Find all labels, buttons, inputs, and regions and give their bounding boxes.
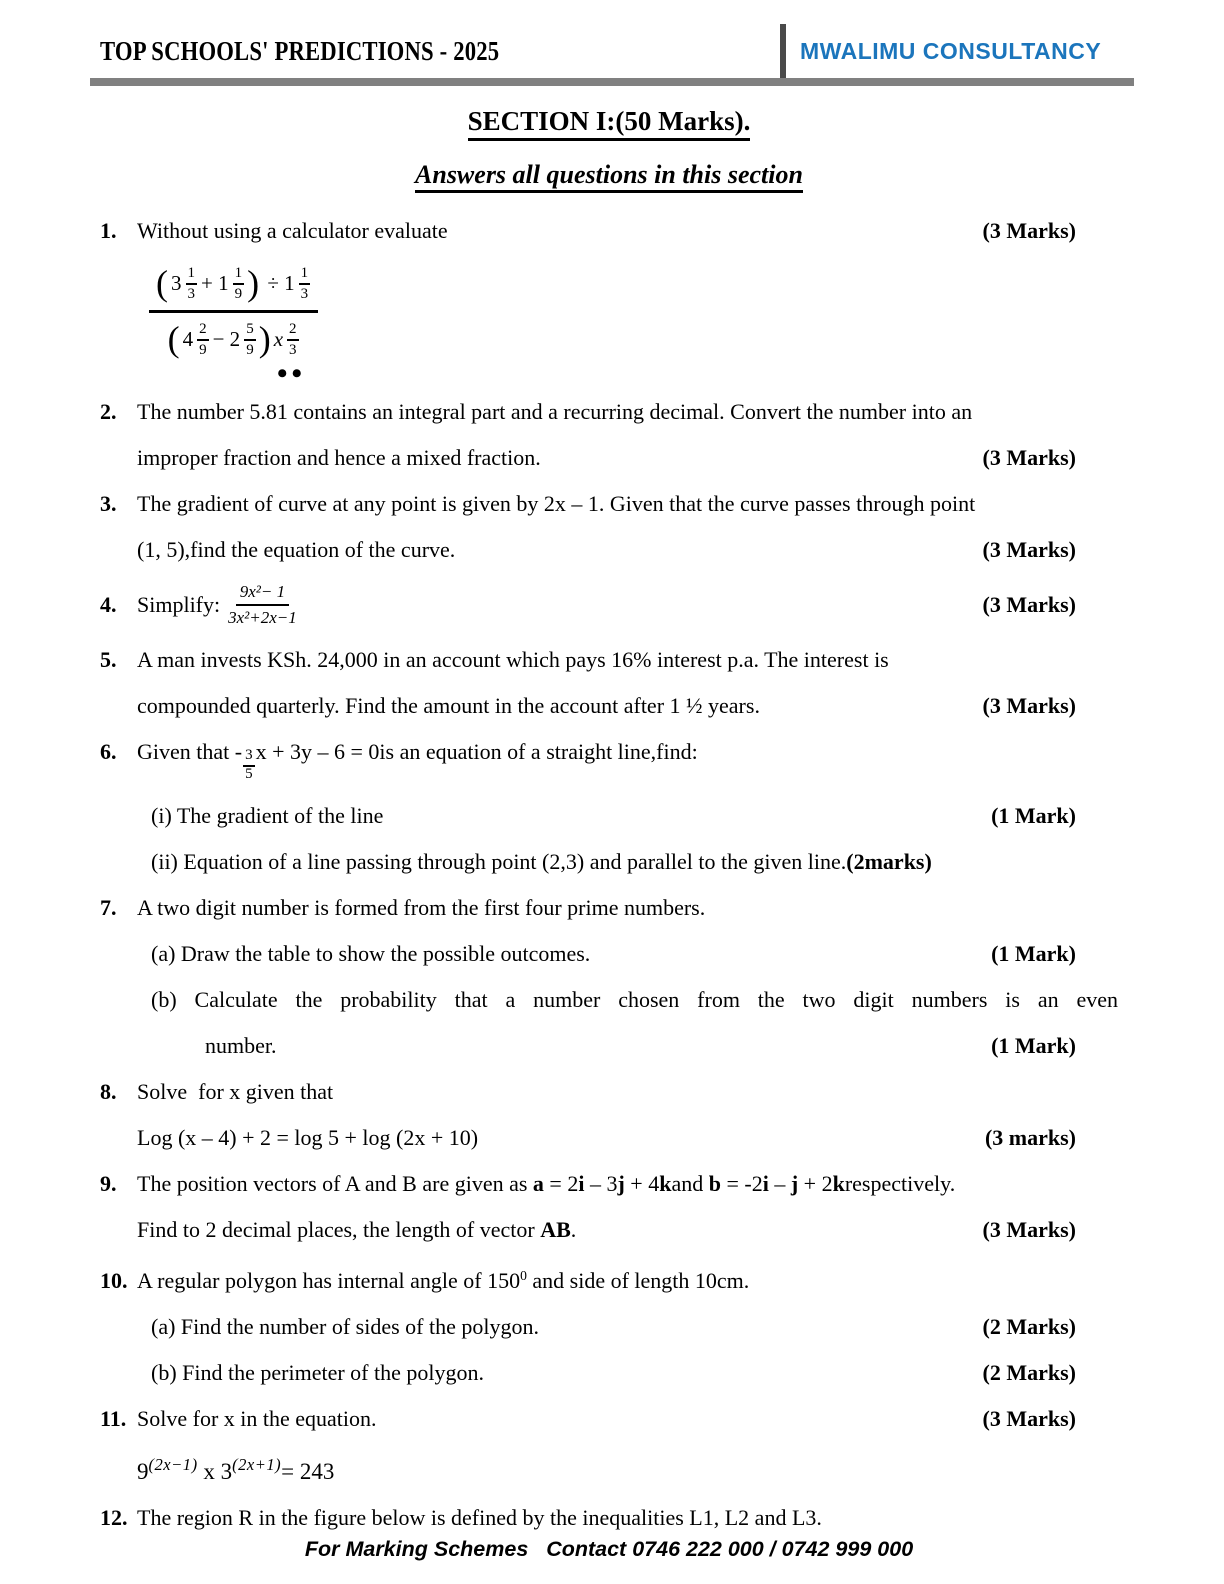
question-12-number: 12. (100, 1504, 128, 1530)
question-8-number: 8. (100, 1078, 117, 1104)
question-3-number: 3. (100, 491, 117, 516)
question-11-equation (137, 1451, 334, 1485)
expression-numerator (149, 263, 318, 313)
spacer (100, 263, 137, 360)
page-footer (100, 1535, 1118, 1563)
question-1 (100, 217, 1118, 244)
fraction-2-9 (197, 321, 209, 358)
fraction-3-5 (243, 748, 255, 783)
question-3-line2: (1, 5),find the equation of the curve. (137, 537, 456, 562)
text-before-superscript: A regular polygon has internal angle of 150 (137, 1267, 521, 1293)
part-b-marks: (1 Mark) (991, 1032, 1076, 1058)
close-paren: ) (258, 319, 271, 360)
open-paren: ( (167, 319, 180, 360)
question-7-part-b-line2 (100, 1032, 1118, 1059)
header-rule (90, 78, 1134, 86)
question-12-text: The region R in the figure below is defined by the inequalities L1, L2 and L3. (137, 1504, 822, 1530)
question-4-number: 4. (100, 592, 117, 618)
numerator: 2 (287, 321, 299, 341)
part-a-text: (a) Draw the table to show the possible outcomes. (151, 940, 591, 966)
part-a-marks: (1 Mark) (991, 940, 1076, 966)
denominator: 5 (245, 765, 253, 782)
part-i-marks: (1 Mark) (991, 802, 1076, 828)
question-1-number: 1. (100, 218, 117, 243)
numerator: 3 (243, 748, 255, 767)
section-title: SECTION I:(50 Marks). (468, 108, 751, 141)
question-8 (100, 1078, 1118, 1105)
page-header (100, 24, 1118, 78)
question-5 (100, 646, 1118, 673)
close-paren: ) (247, 263, 260, 304)
question-8-marks: (3 marks) (984, 1124, 1076, 1150)
times-base-3: x 3 (197, 1458, 233, 1484)
question-1-text: Without using a calculator evaluate (137, 218, 448, 243)
section-subtitle-row (100, 161, 1118, 193)
denominator: 9 (246, 341, 254, 358)
question-12 (100, 1504, 1118, 1531)
question-10 (100, 1262, 1118, 1294)
question-6-post: x + 3y – 6 = 0is an equation of a straight line,find: (255, 739, 698, 765)
header-right (786, 24, 1118, 78)
denominator: 3x²+2x−1 (228, 607, 297, 627)
fraction-2-3 (287, 321, 299, 358)
question-3 (100, 490, 1118, 517)
question-6-number: 6. (100, 739, 117, 765)
numerator: 1 (186, 265, 198, 285)
question-2-marks: (3 Marks) (982, 445, 1076, 470)
part-b-text: (b) Calculate the probability that a number chosen from the two digit numbers is an even (151, 986, 1118, 1012)
part-ii-text: (ii) Equation of a line passing through point (2,3) and parallel to the given line.(2marks) (151, 848, 932, 874)
fraction-5-9 (244, 321, 256, 358)
question-10-number: 10. (100, 1267, 128, 1293)
denominator: 9 (199, 341, 207, 358)
fraction-1-9 (233, 265, 245, 302)
question-5-marks: (3 Marks) (982, 693, 1076, 719)
open-paren: ( (156, 263, 168, 304)
part-b-continuation: number. (205, 1032, 277, 1058)
question-10-part-a (100, 1313, 1118, 1340)
section-subtitle: Answers all questions in this section (415, 161, 803, 193)
question-7 (100, 894, 1118, 921)
exponent-2: (2x+1) (232, 1454, 282, 1474)
question-5-line2: compounded quarterly. Find the amount in the account after 1 ½ years. (137, 693, 760, 719)
part-a-marks: (2 Marks) (982, 1313, 1076, 1339)
recurring-dots-row (100, 357, 1118, 390)
denominator: 3 (300, 285, 309, 302)
question-2 (100, 398, 1118, 425)
question-3-line1: The gradient of curve at any point is given by 2x – 1. Given that the curve passes through point (137, 491, 976, 516)
section-title-row (100, 108, 1118, 141)
question-9-line1: The position vectors of A and B are given as a = 2i – 3j + 4kand b = -2i – j + 2krespectively. (137, 1170, 956, 1196)
question-10-part-b (100, 1359, 1118, 1386)
question-7-part-a (100, 940, 1118, 967)
question-7-part-b-line1 (100, 986, 1118, 1013)
denominator: 9 (234, 285, 243, 302)
numerator: 1 (233, 265, 245, 285)
question-3-marks: (3 Marks) (982, 537, 1076, 562)
question-11-number: 11. (100, 1405, 127, 1431)
question-7-text: A two digit number is formed from the first four prime numbers. (137, 894, 706, 920)
equals-243: = 243 (281, 1458, 335, 1484)
footer-contact: For Marking Schemes Contact 0746 222 000 / 0742 999 000 (304, 1536, 914, 1561)
question-3-line2-row (100, 536, 1118, 563)
question-6-pre: Given that - (137, 739, 243, 765)
recurring-dots: •• (277, 357, 307, 390)
question-11-text: Solve for x in the equation. (137, 1405, 377, 1431)
question-9 (100, 1170, 1118, 1197)
numerator: 9x²− 1 (236, 582, 289, 606)
question-9-line2-row (100, 1216, 1118, 1243)
question-2-line1: The number 5.81 contains an integral part and a recurring decimal. Convert the number into an (137, 399, 973, 424)
base-9: 9 (137, 1458, 149, 1484)
question-11 (100, 1405, 1118, 1432)
fraction-1-3 (186, 265, 198, 302)
question-11-equation-row (100, 1451, 1118, 1485)
question-10-text (137, 1262, 749, 1294)
fraction-1-3b (299, 265, 311, 302)
question-11-marks: (3 Marks) (982, 1405, 1076, 1431)
question-4-label: Simplify: (137, 592, 221, 618)
part-b-marks: (2 Marks) (982, 1359, 1076, 1385)
question-4 (100, 582, 1118, 627)
question-6-part-i (100, 802, 1118, 829)
question-9-number: 9. (100, 1170, 117, 1196)
question-6-part-ii (100, 848, 1118, 875)
question-8-equation-row (100, 1124, 1118, 1151)
part-i-text: (i) The gradient of the line (151, 802, 384, 828)
question-8-equation: Log (x – 4) + 2 = log 5 + log (2x + 10) (137, 1124, 479, 1150)
exponent-1: (2x−1) (148, 1454, 198, 1474)
question-9-line2: Find to 2 decimal places, the length of vector AB. (137, 1216, 577, 1242)
question-4-fraction (228, 582, 297, 627)
question-1-marks: (3 Marks) (982, 218, 1076, 243)
question-6 (100, 738, 1118, 783)
expression-denominator (161, 313, 307, 360)
question-7-number: 7. (100, 894, 117, 920)
question-8-text: Solve for x given that (137, 1078, 334, 1104)
question-5-line1: A man invests KSh. 24,000 in an account which pays 16% interest p.a. The interest is (137, 647, 889, 673)
question-2-line2-row (100, 444, 1118, 471)
paper-title: TOP SCHOOLS' PREDICTIONS - 2025 (100, 35, 500, 66)
part-b-text: (b) Find the perimeter of the polygon. (151, 1359, 484, 1385)
question-1-expression (149, 263, 318, 360)
term: 3 (171, 271, 182, 295)
question-2-number: 2. (100, 399, 117, 424)
numerator: 2 (197, 321, 209, 341)
numerator: 5 (244, 321, 256, 341)
question-2-line2: improper fraction and hence a mixed fraction. (137, 445, 541, 470)
divide-term: ÷ 1 (262, 271, 295, 295)
numerator: 1 (299, 265, 311, 285)
operator-term: + 1 (201, 271, 229, 295)
question-1-expression-row (100, 263, 1118, 360)
question-5-number: 5. (100, 647, 117, 673)
question-4-marks: (3 Marks) (982, 592, 1076, 618)
denominator: 3 (289, 341, 297, 358)
text-after-superscript: and side of length 10cm. (526, 1267, 750, 1293)
question-9-marks: (3 Marks) (982, 1216, 1076, 1242)
part-a-text: (a) Find the number of sides of the polygon. (151, 1313, 539, 1339)
multiply-x: x (273, 327, 284, 351)
header-left (100, 24, 780, 78)
question-5-line2-row (100, 692, 1118, 719)
degree-superscript: 0 (520, 1267, 527, 1283)
denominator: 3 (187, 285, 195, 302)
operator-term: − 2 (212, 327, 241, 351)
term: 4 (182, 327, 194, 351)
brand-name: MWALIMU CONSULTANCY (800, 37, 1102, 64)
